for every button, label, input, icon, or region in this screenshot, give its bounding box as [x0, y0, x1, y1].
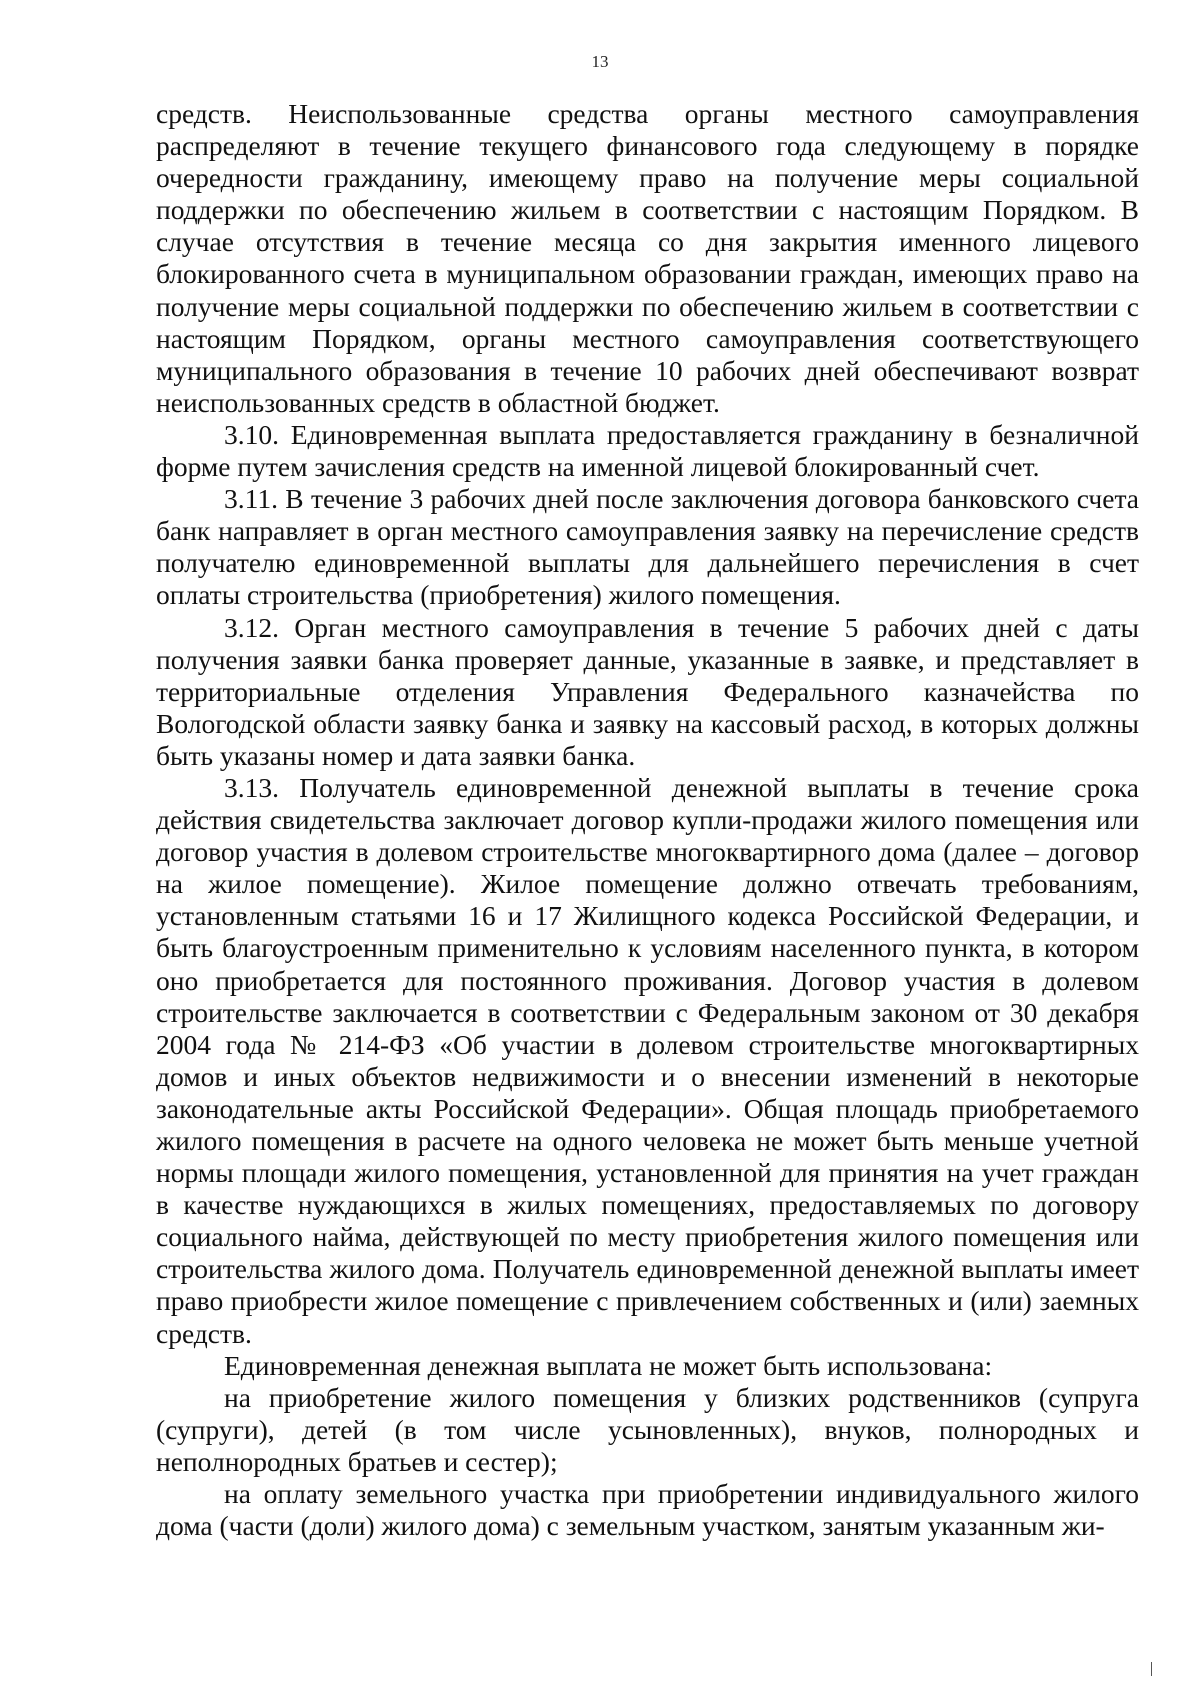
- paragraph-3-12: 3.12. Орган местного самоуправления в течение 5 рабочих дней с даты получения заявки банка проверяет данные, указанные в заявке, и представляет в территориальные отделения Управления Федерального казначейства по Вологодской области заявку банка и заявку на кассовый расход, в которых должны быть указаны номер и дата заявки банка.: [156, 611, 1139, 771]
- paragraph-3-13: 3.13. Получатель единовременной денежной выплаты в течение срока действия свидетельства заключает договор купли-продажи жилого помещения или договор участия в долевом строительстве многоквартирного дома (далее – договор на жилое помещение). Жилое помещение должно отвечать требованиям, установленным статьями 16 и 17 Жилищного кодекса Российской Федерации, и быть благоустроенным применительно к условиям населенного пункта, в котором оно приобретается для постоянного проживания. Договор участия в долевом строительстве заключается в соответствии с Федеральным законом от 30 декабря 2004 года № 214-ФЗ «Об участии в долевом строительстве многоквартирных домов и иных объектов недвижимости и о внесении изменений в некоторые законодательные акты Российской Федерации». Общая площадь приобретаемого жилого помещения в расчете на одного человека не может быть меньше учетной нормы площади жилого помещения, установленной для принятия на учет граждан в качестве нуждающихся в жилых помещениях, предоставляемых по договору социального найма, действующей по месту приобретения жилого помещения или строительства жилого дома. Получатель единовременной денежной выплаты имеет право приобрести жилое помещение с привлечением собственных и (или) заемных средств.: [156, 771, 1139, 1349]
- paragraph-3-10: 3.10. Единовременная выплата предоставляется гражданину в безналичной форме путем зачисления средств на именной лицевой блокированный счет.: [156, 418, 1139, 483]
- paragraph-restriction-intro: Единовременная денежная выплата не может быть использована:: [224, 1349, 993, 1381]
- document-body: [156, 98, 1139, 1542]
- paragraph-3-11: 3.11. В течение 3 рабочих дней после заключения договора банковского счета банк направляет в орган местного самоуправления заявку на перечисление средств получателю единовременной выплаты для дальнейшего перечисления в счет оплаты строительства (приобретения) жилого помещения.: [156, 483, 1139, 611]
- scan-edge-mark: [1151, 1662, 1152, 1676]
- paragraph-restriction-land: на оплату земельного участка при приобретении индивидуального жилого дома (части (доли) жилого дома) с земельным участком, занятым указанным жи-: [156, 1478, 1139, 1542]
- paragraph-continuation: средств. Неиспользованные средства органы местного самоуправления распределяют в течение текущего финансового года следующему в порядке очередности гражданину, имеющему право на получение меры социальной поддержки по обеспечению жильем в соответствии с настоящим Порядком. В случае отсутствия в течение месяца со дня закрытия именного лицевого блокированного счета в муниципальном образовании граждан, имеющих право на получение меры социальной поддержки по обеспечению жильем в соответствии с настоящим Порядком, органы местного самоуправления соответствующего муниципального образования в течение 10 рабочих дней обеспечивают возврат неиспользованных средств в областной бюджет.: [156, 98, 1139, 418]
- paragraph-restriction-relatives: на приобретение жилого помещения у близких родственников (супруга (супруги), детей (в том числе усыновленных), внуков, полнородных и неполнородных братьев и сестер);: [156, 1381, 1139, 1477]
- page-number: 13: [591, 52, 609, 71]
